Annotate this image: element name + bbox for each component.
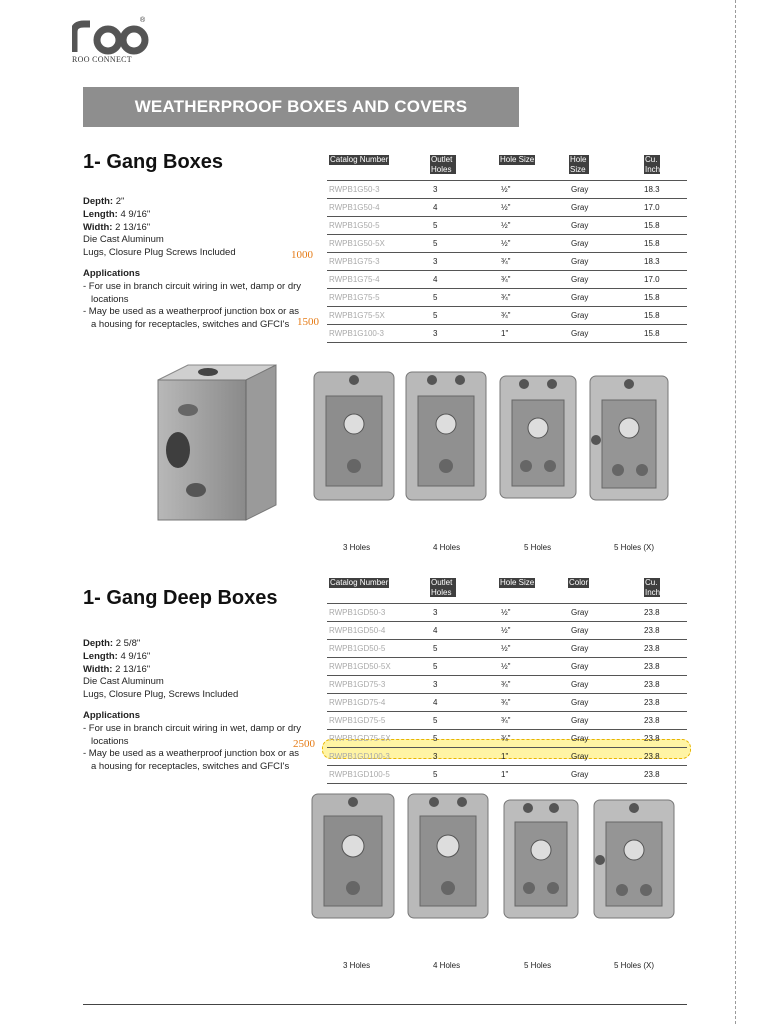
outlet-holes-cell: 3 bbox=[433, 329, 438, 338]
hole-size-cell: 1" bbox=[501, 770, 509, 779]
hole-size-cell: ½" bbox=[501, 608, 511, 617]
hole-size-cell: ¾" bbox=[501, 293, 511, 302]
brand-name: ROO CONNECT bbox=[72, 55, 132, 64]
catalog-number-cell: RWPB1GD50-4 bbox=[329, 626, 386, 635]
hole-size-cell: 1" bbox=[501, 752, 509, 761]
cu-inch-cell: 15.8 bbox=[644, 293, 660, 302]
color-cell: Gray bbox=[571, 275, 589, 284]
header-cu-inch: Cu. Inch bbox=[645, 155, 661, 174]
outlet-holes-cell: 3 bbox=[433, 257, 438, 266]
hole-size-cell: ¾" bbox=[501, 311, 511, 320]
outlet-holes-cell: 3 bbox=[433, 680, 438, 689]
cu-inch-cell: 15.8 bbox=[644, 239, 660, 248]
header-col4: Hole Size bbox=[569, 155, 589, 174]
table-row bbox=[327, 235, 687, 253]
material-text: Die Cast Aluminum bbox=[83, 676, 164, 688]
deep-box-5-holes-x bbox=[594, 800, 674, 918]
color-cell: Gray bbox=[571, 257, 589, 266]
table-row bbox=[327, 271, 687, 289]
table-row bbox=[327, 217, 687, 235]
outlet-holes-cell: 5 bbox=[433, 239, 438, 248]
cu-inch-cell: 23.8 bbox=[644, 608, 660, 617]
depth-label: Depth: bbox=[83, 196, 114, 207]
depth-value: 2 5/8" bbox=[113, 638, 141, 649]
length-label: Length: bbox=[83, 650, 118, 662]
catalog-number-cell: RWPB1G75-4 bbox=[329, 275, 380, 284]
marker-1000: 1000 bbox=[291, 249, 313, 261]
catalog-number-cell: RWPB1GD75-5X bbox=[329, 734, 391, 743]
color-cell: Gray bbox=[571, 644, 589, 653]
header-cu-inch: Cu. Inch bbox=[645, 578, 661, 597]
box-images-row1 bbox=[312, 366, 687, 506]
hole-size-cell: ½" bbox=[501, 203, 511, 212]
deep-box-4-holes bbox=[408, 794, 488, 918]
cu-inch-cell: 15.8 bbox=[644, 311, 660, 320]
hole-size-cell: ¾" bbox=[501, 257, 511, 266]
cu-inch-cell: 23.8 bbox=[644, 770, 660, 779]
cu-inch-cell: 23.8 bbox=[644, 680, 660, 689]
cu-inch-cell: 15.8 bbox=[644, 329, 660, 338]
table-row bbox=[327, 658, 687, 676]
table-row bbox=[327, 676, 687, 694]
material-text: Die Cast Aluminum bbox=[83, 234, 164, 246]
outlet-holes-cell: 3 bbox=[433, 185, 438, 194]
width-label: Width: bbox=[83, 221, 113, 233]
header-outlet-holes: Outlet Holes bbox=[430, 578, 456, 597]
hole-size-cell: ¾" bbox=[501, 734, 511, 743]
catalog-number-cell: RWPB1GD50-3 bbox=[329, 608, 386, 617]
outlet-holes-cell: 4 bbox=[433, 626, 438, 635]
table-row bbox=[327, 253, 687, 271]
table-row bbox=[327, 603, 687, 622]
outlet-holes-cell: 3 bbox=[433, 608, 438, 617]
length-value: 4 9/16" bbox=[117, 208, 151, 220]
box-5-holes-x bbox=[590, 376, 668, 500]
width-value: 2 13/16" bbox=[112, 221, 151, 233]
outlet-holes-cell: 5 bbox=[433, 644, 438, 653]
color-cell: Gray bbox=[571, 203, 589, 212]
registered-mark: ® bbox=[140, 17, 146, 24]
marker-2500: 2500 bbox=[293, 738, 315, 750]
hole-size-cell: ½" bbox=[501, 239, 511, 248]
deep-box-5-holes bbox=[504, 800, 578, 918]
color-cell: Gray bbox=[571, 311, 589, 320]
caption-5-holes-x: 5 Holes (X) bbox=[614, 543, 655, 552]
catalog-number-cell: RWPB1GD100-5 bbox=[329, 770, 390, 779]
catalog-number-cell: RWPB1GD75-3 bbox=[329, 680, 386, 689]
page-banner: WEATHERPROOF BOXES AND COVERS bbox=[83, 87, 519, 127]
catalog-number-cell: RWPB1G50-3 bbox=[329, 185, 380, 194]
deep-box-3-holes bbox=[312, 794, 394, 918]
cu-inch-cell: 23.8 bbox=[644, 734, 660, 743]
table-body bbox=[327, 180, 687, 343]
cu-inch-cell: 18.3 bbox=[644, 257, 660, 266]
catalog-number-cell: RWPB1GD100-3 bbox=[329, 752, 390, 761]
catalog-number-cell: RWPB1GD75-4 bbox=[329, 698, 386, 707]
table-row bbox=[327, 325, 687, 343]
caption-3-holes: 3 Holes bbox=[343, 961, 371, 970]
hole-size-cell: ½" bbox=[501, 221, 511, 230]
cu-inch-cell: 23.8 bbox=[644, 698, 660, 707]
box-image-large-1gang bbox=[148, 360, 283, 525]
depth-value: 2" bbox=[113, 196, 125, 207]
catalog-number-cell: RWPB1G50-5X bbox=[329, 239, 385, 248]
cu-inch-cell: 23.8 bbox=[644, 716, 660, 725]
outlet-holes-cell: 4 bbox=[433, 203, 438, 212]
outlet-holes-cell: 4 bbox=[433, 275, 438, 284]
box-4-holes bbox=[406, 372, 486, 500]
outlet-holes-cell: 5 bbox=[433, 716, 438, 725]
applications-title: Applications bbox=[83, 267, 141, 279]
section2-title: 1- Gang Deep Boxes bbox=[83, 587, 278, 609]
catalog-number-cell: RWPB1GD50-5 bbox=[329, 644, 386, 653]
caption-3-holes: 3 Holes bbox=[343, 543, 371, 552]
color-cell: Gray bbox=[571, 239, 589, 248]
cu-inch-cell: 23.8 bbox=[644, 644, 660, 653]
depth-label: Depth: bbox=[83, 638, 114, 649]
section1-title: 1- Gang Boxes bbox=[83, 151, 224, 173]
header-color: Color bbox=[569, 578, 589, 587]
table-row bbox=[327, 640, 687, 658]
outlet-holes-cell: 5 bbox=[433, 311, 438, 320]
width-label: Width: bbox=[83, 663, 113, 675]
length-label: Length: bbox=[83, 208, 118, 220]
table-row bbox=[327, 712, 687, 730]
catalog-number-cell: RWPB1G75-5 bbox=[329, 293, 380, 302]
hole-size-cell: ¾" bbox=[501, 716, 511, 725]
catalog-number-cell: RWPB1GD50-5X bbox=[329, 662, 391, 671]
hole-size-cell: ¾" bbox=[501, 275, 511, 284]
section1-table bbox=[327, 155, 687, 343]
color-cell: Gray bbox=[571, 734, 589, 743]
table-header bbox=[327, 578, 687, 603]
table-row bbox=[327, 730, 687, 748]
header-hole-size: Hole Size bbox=[500, 155, 535, 164]
hole-size-cell: 1" bbox=[501, 329, 509, 338]
box-3-holes bbox=[314, 372, 394, 500]
box-images-row2 bbox=[310, 790, 690, 920]
marker-1500: 1500 bbox=[297, 316, 319, 328]
hole-size-cell: ½" bbox=[501, 662, 511, 671]
section2-table bbox=[327, 578, 687, 784]
application-item: - May be used as a weatherproof junction box or as a housing for receptacles, switches and GFCI's bbox=[83, 306, 299, 331]
table-row bbox=[327, 622, 687, 640]
caption-5-holes: 5 Holes bbox=[524, 543, 552, 552]
hole-size-cell: ½" bbox=[501, 185, 511, 194]
color-cell: Gray bbox=[571, 698, 589, 707]
outlet-holes-cell: 5 bbox=[433, 221, 438, 230]
color-cell: Gray bbox=[571, 626, 589, 635]
color-cell: Gray bbox=[571, 185, 589, 194]
hole-size-cell: ½" bbox=[501, 626, 511, 635]
outlet-holes-cell: 5 bbox=[433, 734, 438, 743]
table-row bbox=[327, 307, 687, 325]
catalog-number-cell: RWPB1G50-5 bbox=[329, 221, 380, 230]
section1-specs bbox=[83, 196, 303, 332]
outlet-holes-cell: 5 bbox=[433, 770, 438, 779]
application-item: - May be used as a weatherproof junction box or as a housing for receptacles, switches and GFCI's bbox=[83, 748, 299, 773]
hole-size-cell: ¾" bbox=[501, 680, 511, 689]
table-row bbox=[327, 180, 687, 199]
cu-inch-cell: 15.8 bbox=[644, 221, 660, 230]
catalog-number-cell: RWPB1G75-3 bbox=[329, 257, 380, 266]
hole-size-cell: ¾" bbox=[501, 698, 511, 707]
color-cell: Gray bbox=[571, 221, 589, 230]
caption-5-holes: 5 Holes bbox=[524, 961, 552, 970]
cu-inch-cell: 17.0 bbox=[644, 203, 660, 212]
applications-title: Applications bbox=[83, 709, 141, 721]
catalog-number-cell: RWPB1G100-3 bbox=[329, 329, 384, 338]
application-item: - For use in branch circuit wiring in wet, damp or dry locations bbox=[83, 722, 302, 747]
lugs-text: Lugs, Closure Plug, Screws Included bbox=[83, 689, 239, 701]
width-value: 2 13/16" bbox=[112, 663, 151, 675]
table-row bbox=[327, 289, 687, 307]
cu-inch-cell: 17.0 bbox=[644, 275, 660, 284]
outlet-holes-cell: 4 bbox=[433, 698, 438, 707]
header-hole-size: Hole Size bbox=[500, 578, 535, 587]
outlet-holes-cell: 5 bbox=[433, 662, 438, 671]
color-cell: Gray bbox=[571, 662, 589, 671]
cu-inch-cell: 18.3 bbox=[644, 185, 660, 194]
box-5-holes bbox=[500, 376, 576, 498]
footer-divider bbox=[83, 1004, 687, 1005]
catalog-number-cell: RWPB1GD75-5 bbox=[329, 716, 386, 725]
cu-inch-cell: 23.8 bbox=[644, 752, 660, 761]
color-cell: Gray bbox=[571, 680, 589, 689]
color-cell: Gray bbox=[571, 329, 589, 338]
table-header bbox=[327, 155, 687, 180]
outlet-holes-cell: 3 bbox=[433, 752, 438, 761]
color-cell: Gray bbox=[571, 770, 589, 779]
catalog-number-cell: RWPB1G50-4 bbox=[329, 203, 380, 212]
lugs-text: Lugs, Closure Plug Screws Included bbox=[83, 247, 236, 259]
color-cell: Gray bbox=[571, 293, 589, 302]
caption-5-holes-x: 5 Holes (X) bbox=[614, 961, 655, 970]
section2-specs bbox=[83, 638, 303, 774]
table-row bbox=[327, 694, 687, 712]
application-item: - For use in branch circuit wiring in wet, damp or dry locations bbox=[83, 280, 302, 305]
caption-4-holes: 4 Holes bbox=[433, 543, 461, 552]
color-cell: Gray bbox=[571, 608, 589, 617]
cu-inch-cell: 23.8 bbox=[644, 662, 660, 671]
header-catalog: Catalog Number bbox=[330, 155, 389, 164]
table-row bbox=[327, 748, 687, 766]
page-edge-dashed bbox=[735, 0, 736, 1024]
hole-size-cell: ½" bbox=[501, 644, 511, 653]
header-catalog: Catalog Number bbox=[330, 578, 389, 587]
table-row bbox=[327, 199, 687, 217]
caption-4-holes: 4 Holes bbox=[433, 961, 461, 970]
table-body bbox=[327, 603, 687, 784]
outlet-holes-cell: 5 bbox=[433, 293, 438, 302]
length-value: 4 9/16" bbox=[117, 650, 151, 662]
header-outlet-holes: Outlet Holes bbox=[430, 155, 456, 174]
table-row bbox=[327, 766, 687, 784]
color-cell: Gray bbox=[571, 752, 589, 761]
catalog-number-cell: RWPB1G75-5X bbox=[329, 311, 385, 320]
cu-inch-cell: 23.8 bbox=[644, 626, 660, 635]
color-cell: Gray bbox=[571, 716, 589, 725]
